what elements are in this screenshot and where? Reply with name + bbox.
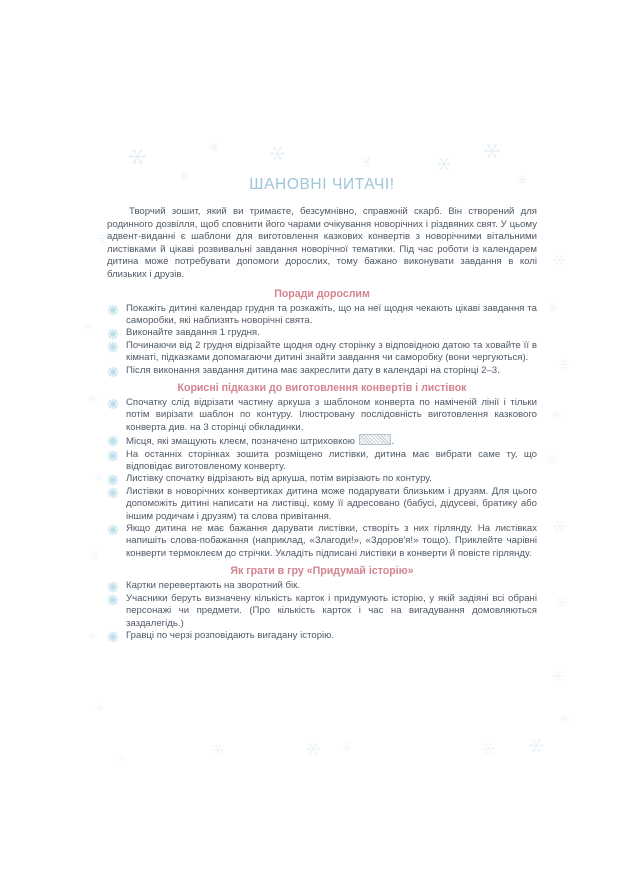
list-item — [107, 580, 537, 592]
hatched-glue-area-swatch — [359, 434, 391, 445]
section-heading: Як грати в гру «Придумай історію» — [230, 565, 414, 578]
list-item — [107, 449, 537, 474]
list-item — [107, 303, 537, 328]
list-item — [107, 523, 537, 560]
list-item — [107, 473, 537, 485]
tips-list — [107, 303, 537, 377]
list-item-text: Якщо дитина не має бажання дарувати листівки, створіть з них гірлянду. На листівках напишіть слова-побажання (наприклад, «Злагоди!», «Здоров'я!» тощо). Приклейте чарівні конверти термоклеєм до стрічки. Укладіть підписані листівки в конверти й повісте гірлянду. — [126, 523, 537, 559]
list-item — [107, 486, 537, 523]
list-item-text: Починаючи від 2 грудня відрізайте щодня одну сторінку з відповідною датою та ховайте її в кімнаті, підказками допомагаючи дитині знайти завдання чи саморобку (вони чергуються). — [126, 339, 537, 364]
section-heading: Поради дорослим — [274, 287, 370, 300]
list-item-text: Листівки в новорічних конвертиках дитина може подарувати близьким і друзям. Для цього допоможіть дитині написати на листівці, кому її адресовано (бабусі, дідусеві, братику або іншим родичам і друзям) та слова привітання. — [126, 485, 537, 522]
list-item-text: Гравці по черзі розповідають вигадану історію. — [126, 629, 335, 641]
list-item-text: Виконайте завдання 1 грудня. — [126, 327, 260, 339]
list-item — [107, 340, 537, 365]
list-item-text: Місця, які змащують клеєм, позначено штриховкою — [126, 436, 355, 448]
list-item — [107, 365, 537, 377]
list-item — [107, 397, 537, 434]
list-item-text: Картки перевертають на зворотний бік. — [126, 580, 301, 592]
snowflake-bullet-icon — [107, 366, 119, 378]
snowflake-icon — [482, 742, 495, 759]
snowflake-icon — [529, 738, 544, 757]
list-item-text: На останніх сторінках зошита розміщено листівки, дитина має вибрати саме ту, що відповідає виготовленому конверту. — [126, 448, 537, 473]
snowflake-bullet-icon — [107, 398, 119, 410]
list-item — [107, 327, 537, 339]
snowflake-bullet-icon — [107, 594, 119, 606]
list-item-text: Спочатку слід відрізати частину аркуша з шаблоном конверта по наміченій лінії і тільки потім вирізати шаблон по контуру. Ілюстровану послідовність виготовлення казкового конверта див. на 3 сторінці обкладинки. — [126, 397, 537, 433]
tips-list — [107, 580, 537, 642]
snowflake-bullet-icon — [107, 474, 119, 486]
list-item-period: . — [391, 436, 395, 448]
intro-paragraph: Творчий зошит, який ви тримаєте, безсумнівно, справжній скарб. Він створений для родинного дозвілля, щоб сповнити його чарами очікування новорічних і різдвяних свят. У цьому адвент-виданні є шаблони для виготовлення казкових конвертів з новорічними вітальними листівками й цікаві розвивальні завдання новорічної тематики. Під час роботи із календарем дитина може потребувати допомоги дорослих, тому бажано виконувати завдання в колі близьких і друзів. — [107, 206, 537, 280]
section-heading: Корисні підказки до виготовлення конвертів і листівок — [177, 382, 467, 394]
snowflake-bullet-icon — [107, 304, 119, 316]
snowflake-bullet-icon — [107, 524, 119, 536]
snowflake-icon — [342, 740, 352, 756]
list-item — [107, 434, 537, 448]
snowflake-bullet-icon — [107, 435, 119, 447]
list-item — [107, 630, 537, 642]
snowflake-bullet-icon — [107, 450, 119, 462]
page-title: ШАНОВНІ ЧИТАЧІ! — [249, 176, 395, 193]
snowflake-bullet-icon — [107, 631, 119, 643]
list-item — [107, 593, 537, 630]
snowflake-bullet-icon — [107, 581, 119, 593]
snowflake-bullet-icon — [107, 328, 119, 340]
snowflake-icon — [306, 742, 320, 760]
snowflake-icon — [212, 744, 224, 760]
snowflake-bullet-icon — [107, 341, 119, 353]
sections-container — [107, 288, 537, 643]
snowflake-bullet-icon — [107, 487, 119, 499]
snowflake-icon — [95, 700, 104, 716]
snowflake-icon — [560, 712, 569, 728]
list-item-text: Листівку спочатку відрізають від аркуша, потім вирізають по контуру. — [126, 473, 432, 485]
tips-list — [107, 397, 537, 560]
list-item-text: Покажіть дитині календар грудня та розкажіть, що на неї щодня чекають цікаві завдання та саморобки, які наблизять новорічні свята. — [126, 302, 537, 326]
snowflake-icon — [118, 750, 126, 766]
list-item-text: Після виконання завдання дитина має закреслити дату в календарі на сторінці 2–3. — [126, 364, 500, 376]
snowflake-icon — [552, 670, 564, 686]
list-item-text: Учасники беруть визначену кількість карток і придумують історію, у якій задіяні всі обрані персонажі чи предмети. (Про кількість карток і час на вигадування домовляються заздалегідь.) — [126, 592, 537, 629]
